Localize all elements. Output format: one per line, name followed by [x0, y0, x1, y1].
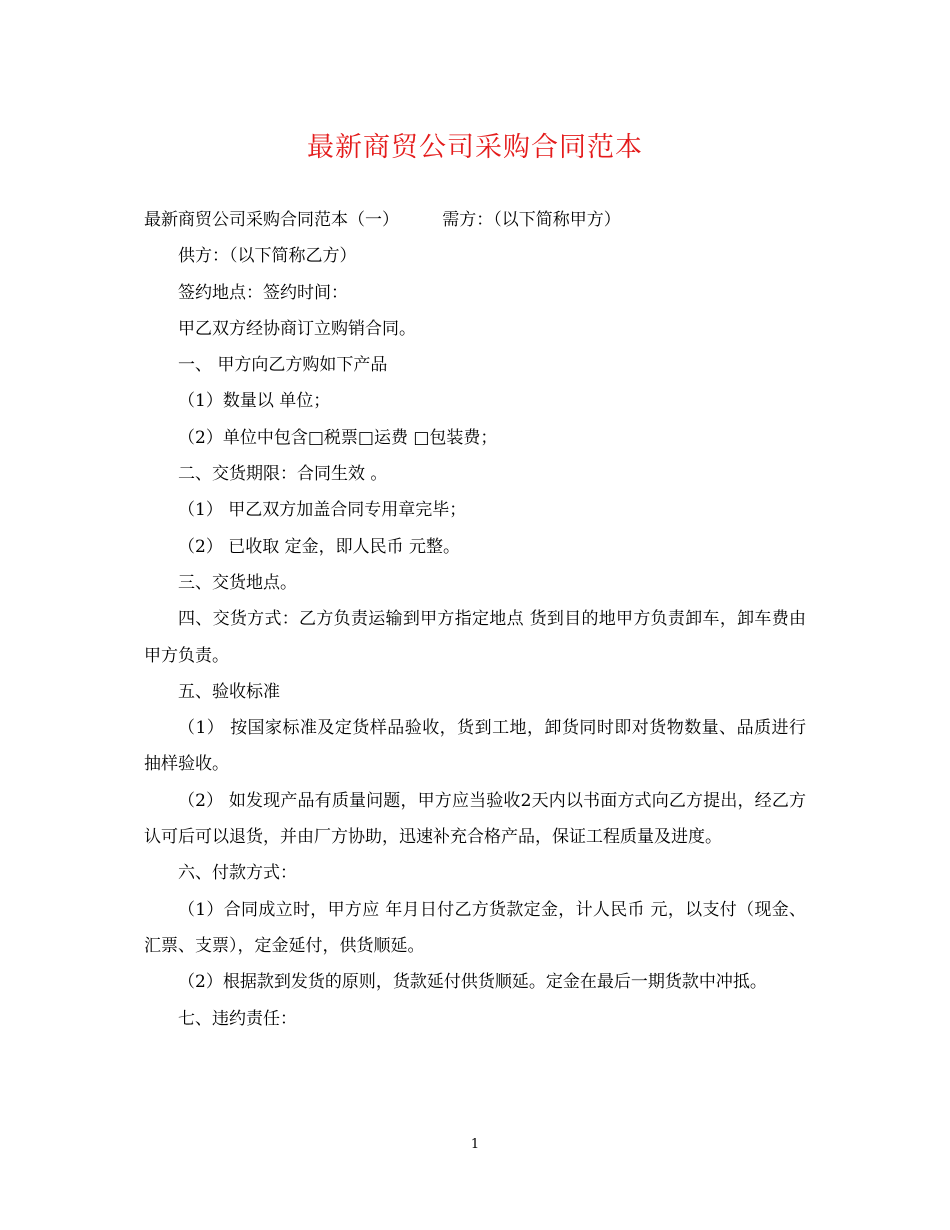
- paragraph-signing: 签约地点：签约时间：: [178, 282, 348, 303]
- section-heading-delivery-method: 四、交货方式：乙方负责运输到甲方指定地点 货到目的地甲方负责卸车，卸车费由甲方负责。: [144, 609, 806, 666]
- section-heading-delivery-term: 二、交货期限：合同生效 。: [178, 464, 388, 485]
- paragraph-item: （1）数量以 单位；: [178, 391, 331, 412]
- paragraph-item: （2）单位中包含□税票□运费 □包装费；: [178, 427, 498, 448]
- paragraph-item: （2）根据款到发货的原则，货款延付供货顺延。定金在最后一期货款中冲抵。: [178, 972, 767, 993]
- paragraph-intro: 最新商贸公司采购合同范本（一） 需方：（以下简称甲方）: [144, 210, 621, 230]
- paragraph-item: （1） 按国家标准及定货样品验收，货到工地，卸货同时即对货物数量、品质进行抽样验收。: [144, 718, 806, 775]
- paragraph-supplier: 供方：（以下简称乙方）: [178, 246, 357, 267]
- section-heading-delivery-place: 三、交货地点。: [178, 572, 297, 593]
- document-title: 最新商贸公司采购合同范本: [307, 132, 643, 163]
- paragraph-item: （2） 如发现产品有质量问题，甲方应当验收2天内以书面方式向乙方提出，经乙方认可后可以退货，并由厂方协助，迅速补充合格产品，保证工程质量及进度。: [144, 790, 806, 848]
- section-heading-products: 一、 甲方向乙方购如下产品: [178, 355, 388, 376]
- page-number: 1: [470, 1137, 480, 1152]
- document-body: [144, 202, 806, 1037]
- section-heading-acceptance: 五、验收标准: [178, 681, 280, 702]
- section-heading-liability: 七、违约责任：: [178, 1008, 297, 1029]
- paragraph-item: （1）合同成立时，甲方应 年月日付乙方货款定金，计人民币 元，以支付（现金、汇票、支票），定金延付，供货顺延。: [144, 899, 806, 956]
- paragraph-item: （1） 甲乙双方加盖合同专用章完毕；: [178, 500, 467, 521]
- paragraph-agreement: 甲乙双方经协商订立购销合同。: [178, 318, 416, 339]
- section-heading-payment: 六、付款方式：: [178, 863, 297, 884]
- paragraph-item: （2） 已收取 定金，即人民币 元整。: [178, 536, 461, 557]
